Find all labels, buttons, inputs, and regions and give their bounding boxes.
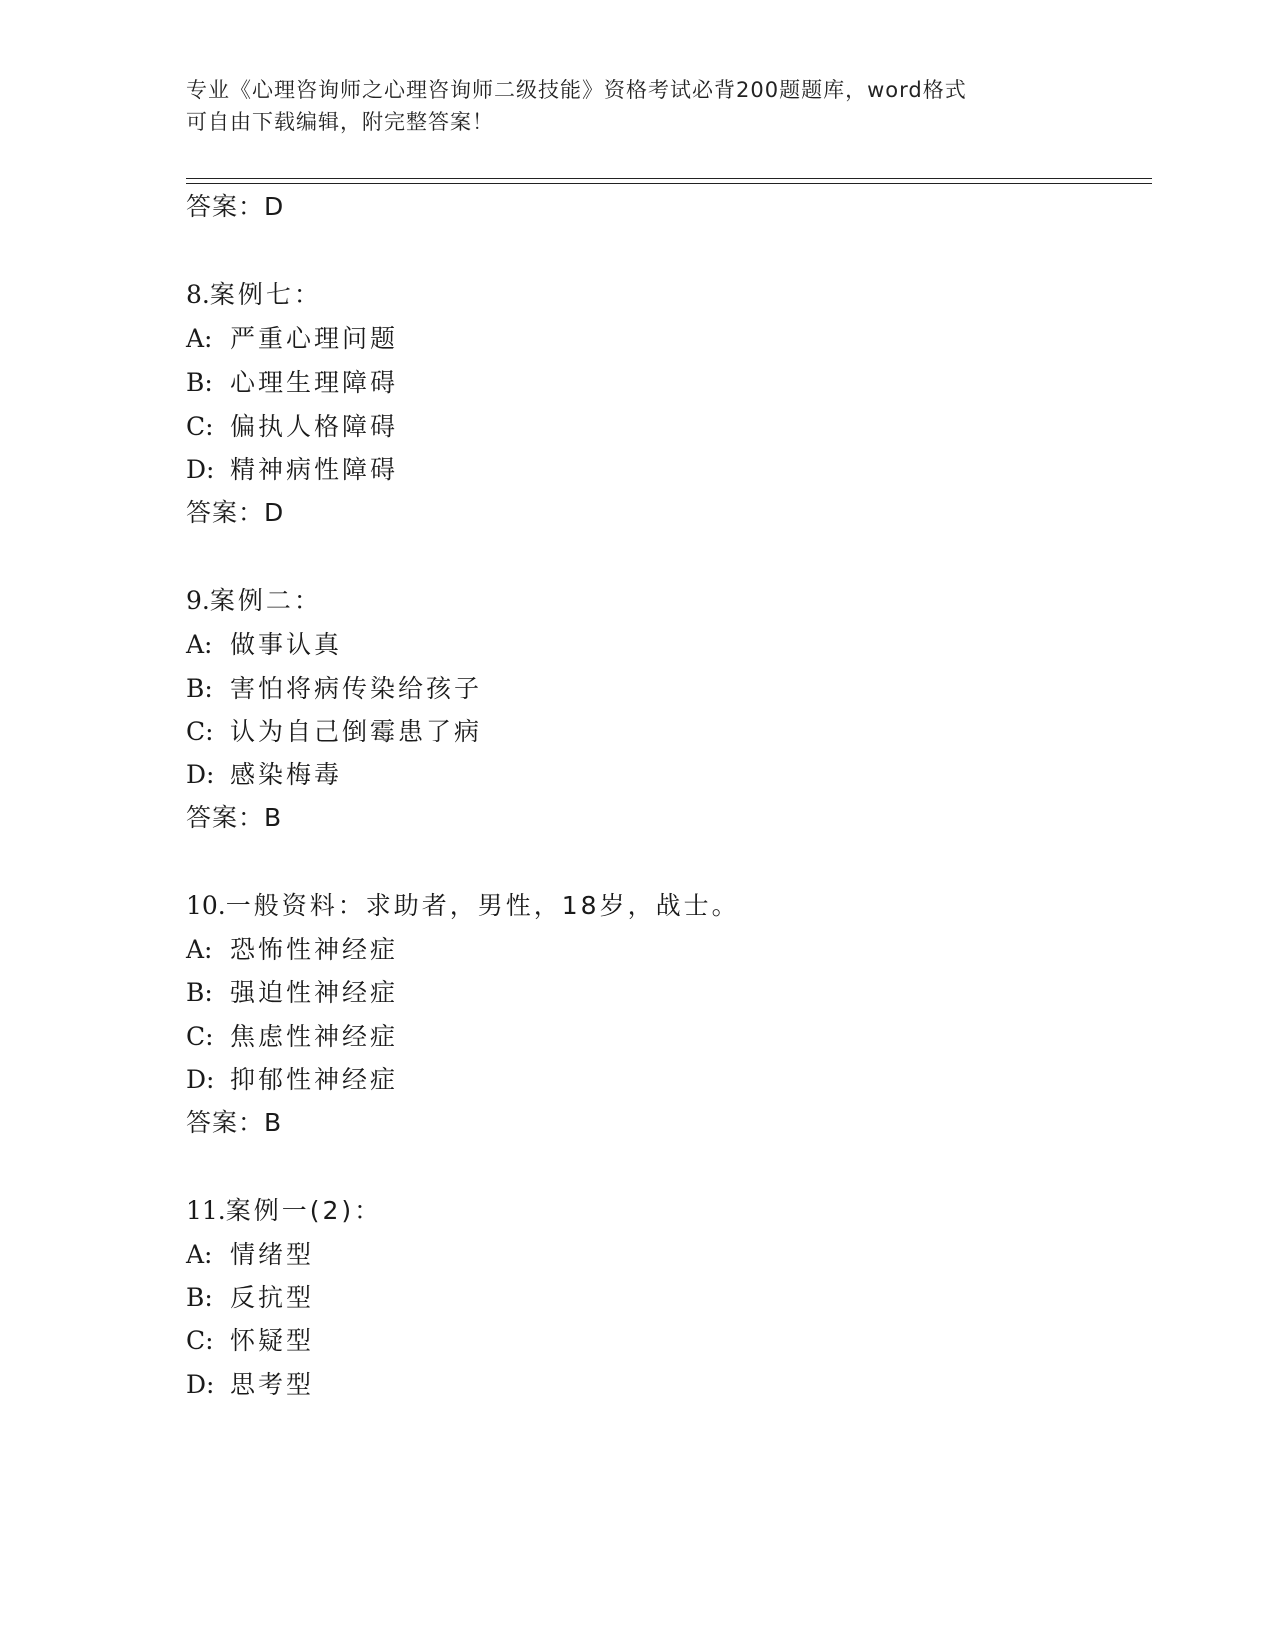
option-text: 感染梅毒 [230, 760, 343, 789]
question-number: 10. [186, 891, 226, 920]
option-text: 害怕将病传染给孩子 [230, 674, 483, 703]
option-d [186, 758, 342, 792]
answer-line: 答案：D [186, 498, 285, 527]
answer-line: 答案：B [186, 1108, 283, 1137]
option-key: B: [186, 368, 213, 397]
answer-line: 答案：B [186, 803, 283, 832]
option-key: A: [186, 324, 213, 353]
document-header [186, 74, 1086, 138]
option-text: 认为自己倒霉患了病 [230, 717, 483, 746]
option-text: 情绪型 [230, 1240, 315, 1269]
option-key: D: [186, 1065, 215, 1094]
option-b [186, 976, 398, 1010]
option-key: A: [186, 935, 213, 964]
option-key: C: [186, 717, 214, 746]
option-text: 精神病性障碍 [230, 455, 399, 484]
question-title [186, 1194, 382, 1228]
question-title [186, 584, 322, 618]
header-line-2: 可自由下载编辑，附完整答案！ [186, 110, 494, 134]
option-d [186, 1063, 398, 1097]
option-a [186, 628, 342, 662]
option-text: 抑郁性神经症 [230, 1065, 399, 1094]
option-b [186, 1281, 314, 1315]
question-text: 案例七： [209, 280, 322, 309]
option-key: A: [186, 1240, 213, 1269]
question-number: 11. [186, 1196, 226, 1225]
option-key: D: [186, 760, 215, 789]
option-text: 心理生理障碍 [230, 368, 399, 397]
option-text: 严重心理问题 [230, 324, 399, 353]
option-c [186, 410, 398, 444]
header-divider-bottom [186, 183, 1152, 184]
option-c [186, 1020, 398, 1054]
option-text: 思考型 [230, 1370, 315, 1399]
question-text: 一般资料：求助者，男性，18岁，战士。 [225, 891, 740, 920]
question-text: 案例一(2)： [225, 1196, 383, 1225]
option-key: B: [186, 674, 213, 703]
option-a [186, 322, 398, 356]
option-b [186, 672, 482, 706]
option-d [186, 1368, 314, 1402]
option-text: 焦虑性神经症 [230, 1022, 399, 1051]
option-text: 做事认真 [230, 630, 343, 659]
option-a [186, 933, 398, 967]
option-key: C: [186, 1326, 214, 1355]
option-key: B: [186, 1283, 213, 1312]
option-key: D: [186, 1370, 215, 1399]
option-d [186, 453, 398, 487]
option-c [186, 715, 482, 749]
option-text: 偏执人格障碍 [230, 412, 399, 441]
option-key: B: [186, 978, 213, 1007]
option-text: 反抗型 [230, 1283, 315, 1312]
question-text: 案例二： [209, 586, 322, 615]
question-title [186, 278, 322, 312]
option-b [186, 366, 398, 400]
header-line-1: 专业《心理咨询师之心理咨询师二级技能》资格考试必背200题题库，word格式 [186, 78, 967, 102]
option-key: A: [186, 630, 213, 659]
option-text: 强迫性神经症 [230, 978, 399, 1007]
option-key: C: [186, 412, 214, 441]
answer-line: 答案：D [186, 192, 285, 221]
option-key: C: [186, 1022, 214, 1051]
header-divider-top [186, 178, 1152, 179]
option-text: 恐怖性神经症 [230, 935, 399, 964]
question-title [186, 889, 740, 923]
option-text: 怀疑型 [230, 1326, 315, 1355]
option-a [186, 1238, 314, 1272]
question-number: 9. [186, 586, 210, 615]
option-c [186, 1324, 314, 1358]
option-key: D: [186, 455, 215, 484]
question-number: 8. [186, 280, 210, 309]
